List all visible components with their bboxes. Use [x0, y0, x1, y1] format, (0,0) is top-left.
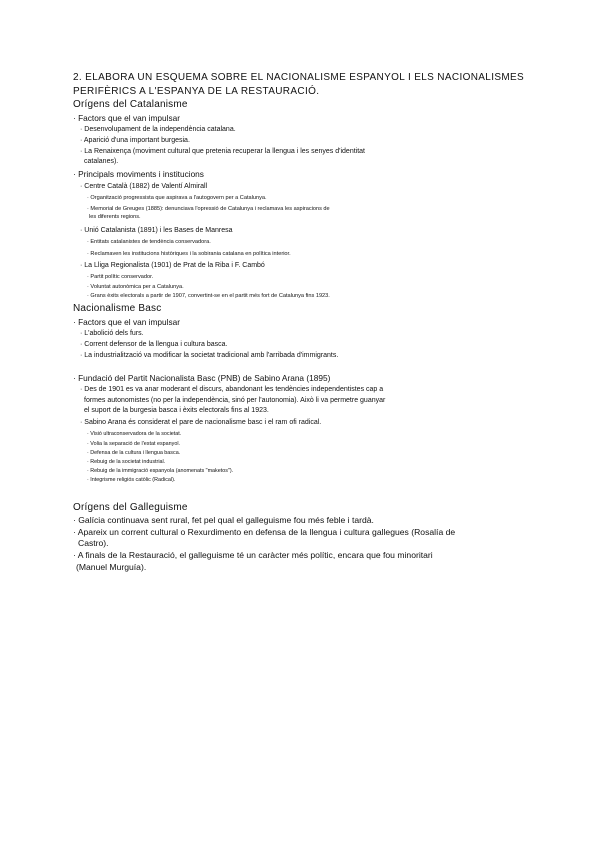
- list-item: · Defensa de la cultura i llengua basca.: [87, 450, 181, 456]
- list-item: · La Renaixença (moviment cultural que pretenia recuperar la llengua i les senyes d'identitat: [80, 148, 365, 155]
- list-item: catalanes).: [84, 158, 119, 165]
- section-heading-nacionalisme-basc: Nacionalisme Basc: [73, 303, 162, 314]
- list-item: · Integrisme religiós catòlic (Radical).: [87, 477, 176, 483]
- list-item: · Des de 1901 es va anar moderant el discurs, abandonant les tendències independentistes cap a: [80, 386, 384, 393]
- section-heading-galleguisme: Orígens del Galleguisme: [73, 502, 188, 513]
- list-item: · Volia la separació de l'estat espanyol.: [87, 441, 181, 447]
- list-item: (Manuel Murguía).: [76, 562, 147, 572]
- list-item: les diferents regions.: [89, 214, 141, 220]
- subheading-moviments: · Principals moviments i institucions: [73, 169, 204, 179]
- document-title-line-1: 2. ELABORA UN ESQUEMA SOBRE EL NACIONALISME ESPANYOL I ELS NACIONALISMES: [73, 72, 525, 83]
- list-item: · Apareix un corrent cultural o Rexurdimento en defensa de la llengua i cultura gallegues (Rosalía de: [73, 527, 456, 537]
- list-item: · Rebuig de la societat industrial.: [87, 459, 166, 465]
- subheading-factors-catalanisme: · Factors que el van impulsar: [73, 113, 180, 123]
- list-item: el suport de la burgesia basca i èxits electorals fins al 1923.: [84, 407, 269, 414]
- list-item: · Rebuig de la immigració espanyola (anomenats "maketos").: [87, 468, 234, 474]
- list-item: · L'abolició dels furs.: [80, 330, 144, 337]
- list-item: · Memorial de Greuges (1885): denunciava l'opressió de Catalunya i reclamava les aspiracions de: [87, 206, 330, 212]
- subheading-fundacio-pnb: · Fundació del Partit Nacionalista Basc (PNB) de Sabino Arana (1895): [73, 373, 331, 383]
- list-item: · Entitats catalanistes de tendència conservadora.: [87, 239, 211, 245]
- list-item-lliga-regionalista: · La Lliga Regionalista (1901) de Prat de la Riba i F. Cambó: [80, 262, 265, 269]
- list-item: · Grans èxits electorals a partir de 1907, convertint-se en el partit més fort de Catalunya fins 1923.: [87, 293, 330, 299]
- list-item: · La industrialització va modificar la societat tradicional amb l'arribada d'immigrants.: [80, 352, 339, 359]
- list-item: formes autonomistes (no per la independència, sinó per l'autonomia). Això li va permetre guanyar: [84, 397, 386, 404]
- list-item: · Visió ultraconservadora de la societat.: [87, 431, 182, 437]
- list-item: · Aparició d'una important burgesia.: [80, 137, 190, 144]
- list-item: · A finals de la Restauració, el galleguisme té un caràcter més polític, encara que fou minoritari: [73, 550, 433, 560]
- list-item: · Galícia continuava sent rural, fet pel qual el galleguisme fou més feble i tardà.: [73, 515, 374, 525]
- subheading-factors-basc: · Factors que el van impulsar: [73, 317, 180, 327]
- list-item: · Sabino Arana és considerat el pare de nacionalisme basc i el ram ofi radical.: [80, 419, 322, 426]
- document-title-line-2: PERIFÈRICS A L'ESPANYA DE LA RESTAURACIÓ.: [73, 86, 320, 97]
- list-item-centre-catala: · Centre Català (1882) de Valentí Almirall: [80, 183, 208, 190]
- section-heading-catalanisme: Orígens del Catalanisme: [73, 99, 188, 110]
- list-item-unio-catalanista: · Unió Catalanista (1891) i les Bases de Manresa: [80, 227, 233, 234]
- list-item: · Organització progressista que aspirava a l'autogovern per a Catalunya.: [87, 195, 267, 201]
- list-item: · Reclamaven les institucions històriques i la sobirania catalana en política interior.: [87, 251, 291, 257]
- list-item: Castro).: [78, 538, 109, 548]
- list-item: · Voluntat autonòmica per a Catalunya.: [87, 284, 184, 290]
- list-item: · Desenvolupament de la independència catalana.: [80, 126, 236, 133]
- list-item: · Partit polític conservador.: [87, 274, 154, 280]
- list-item: · Corrent defensor de la llengua i cultura basca.: [80, 341, 228, 348]
